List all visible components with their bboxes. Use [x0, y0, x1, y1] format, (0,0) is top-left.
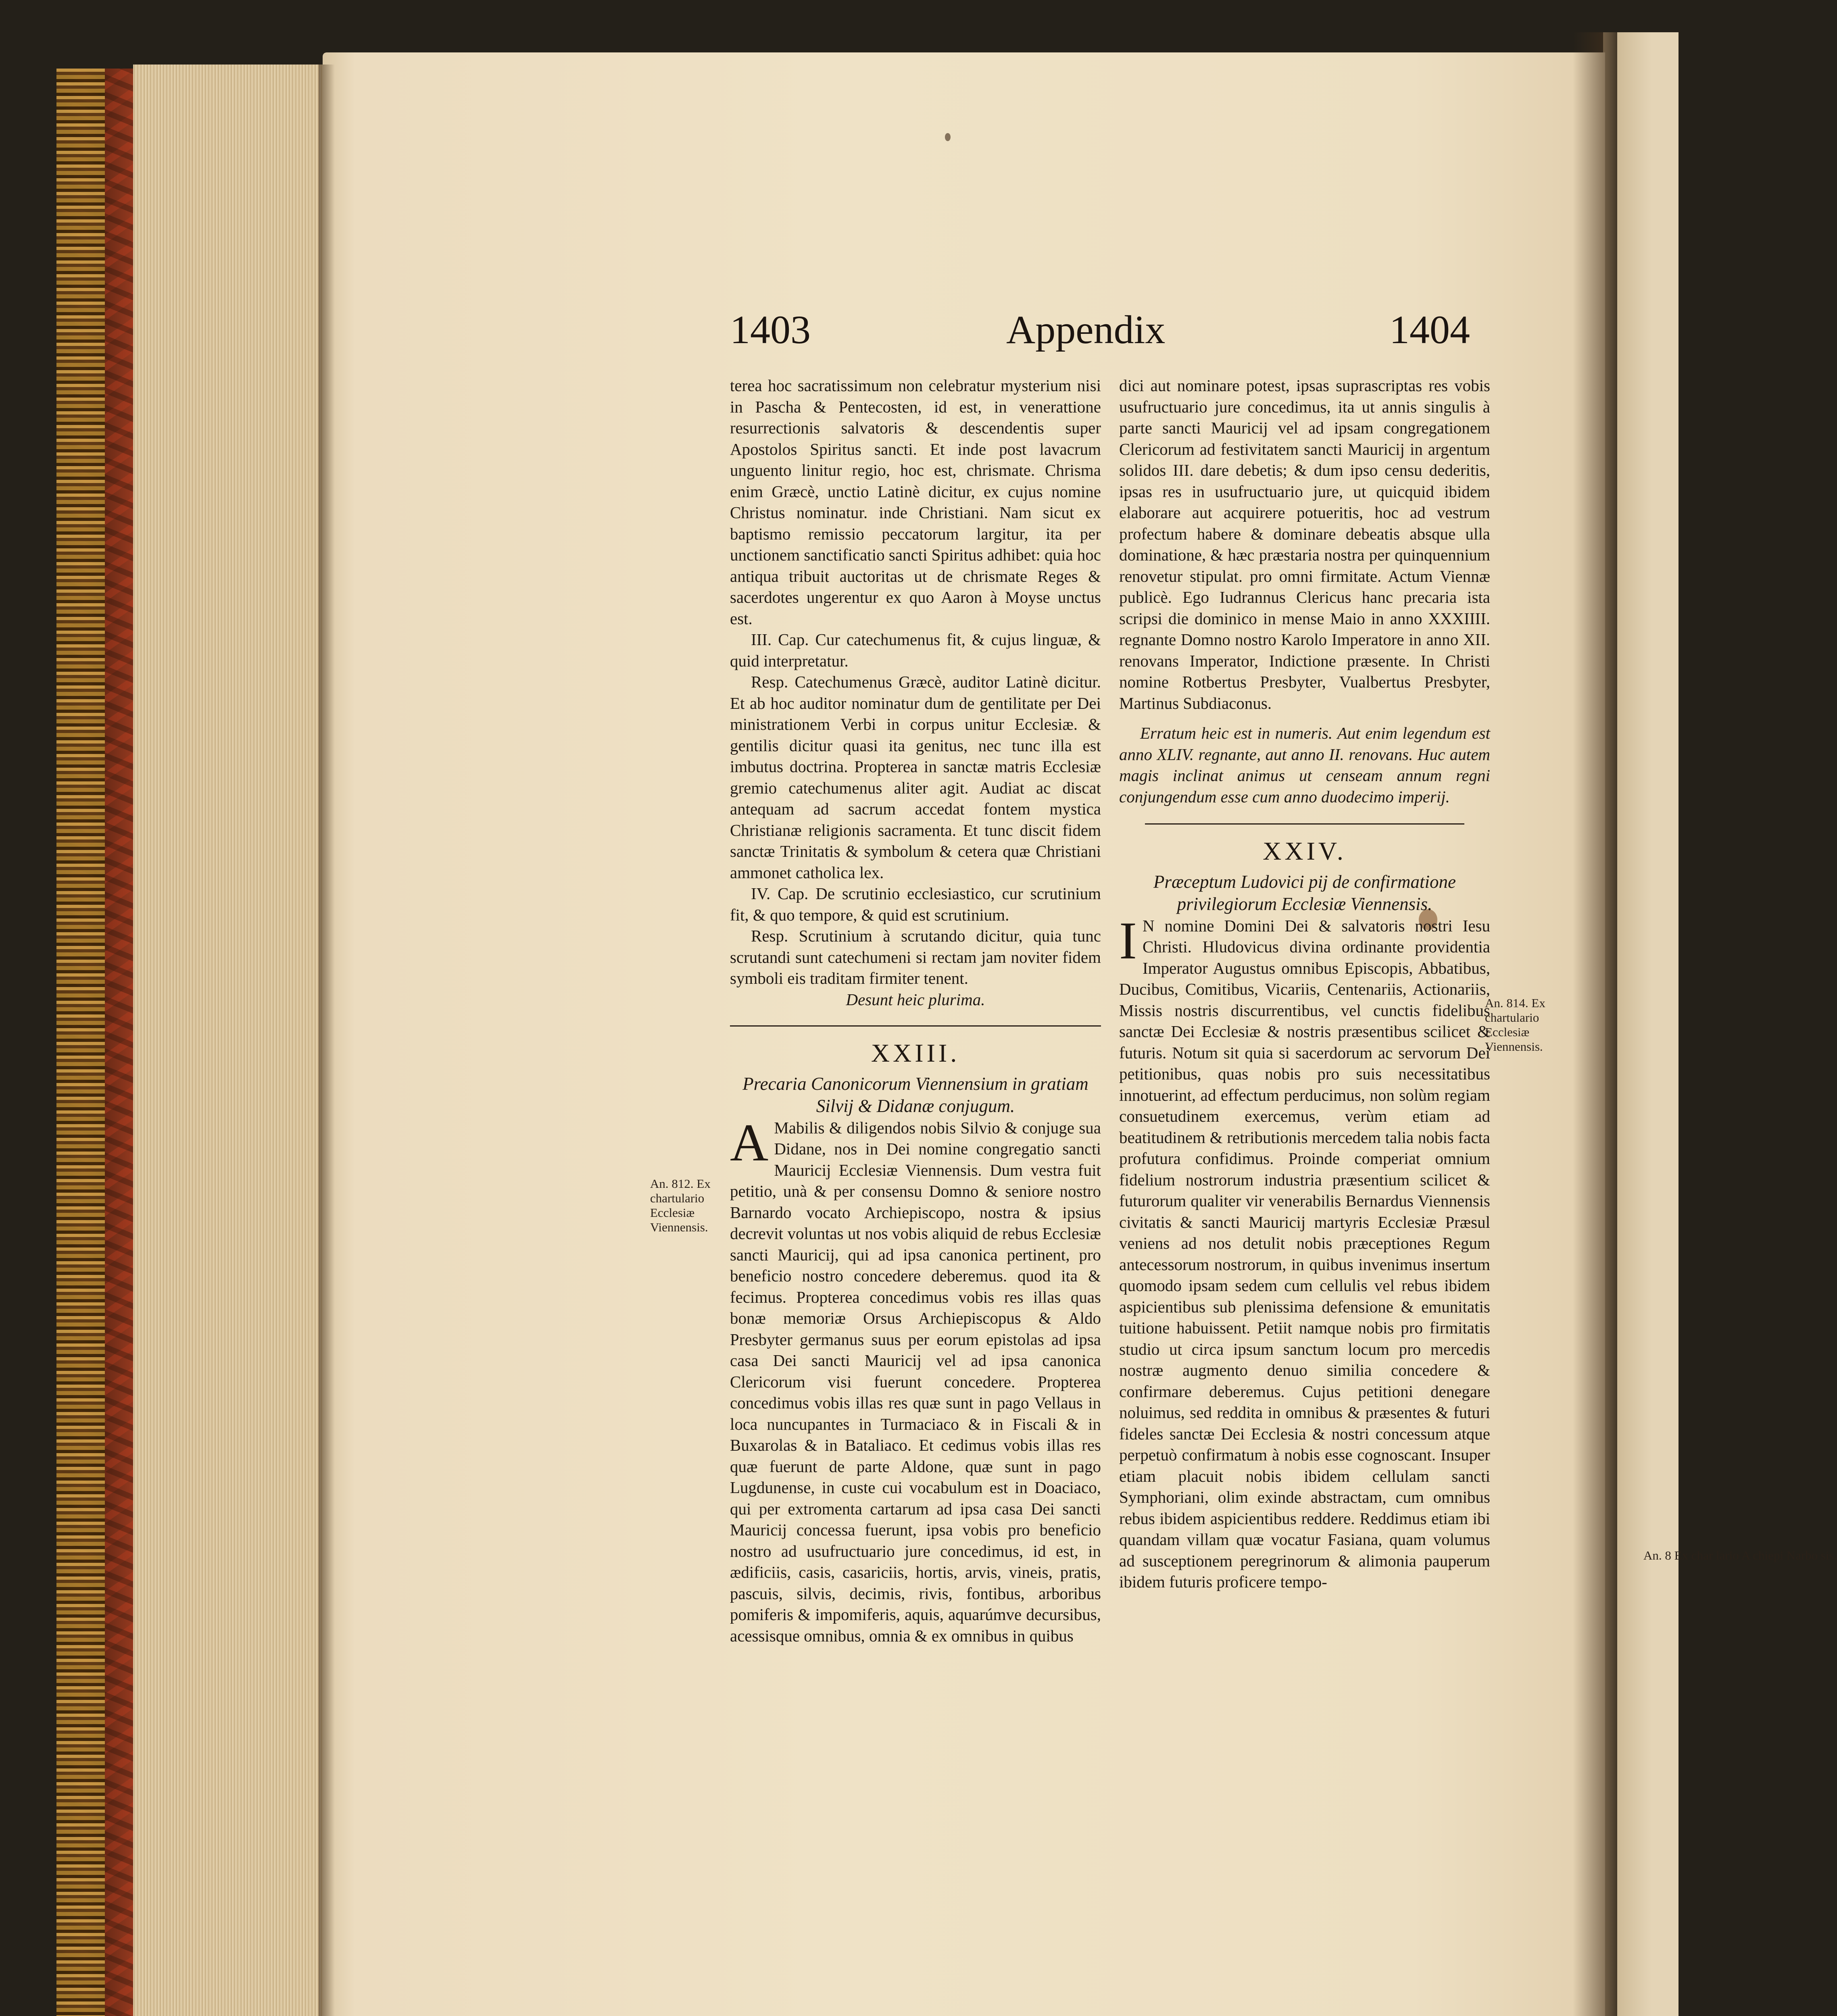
margin-note-right: An. 814. Ex chartulario Ecclesiæ Viennensis.: [1485, 996, 1545, 1054]
erratum-note: Erratum heic est in numeris. Aut enim legendum est anno XLIV. regnante, aut anno II. renovans. Huc autem magis inclinat animus ut censeam annum regni conjungendum esse cum anno duodecimo imperij.: [1119, 724, 1490, 806]
section-title: Precaria Canonicorum Viennensium in gratiam Silvij & Didanæ conjugum.: [742, 1073, 1088, 1116]
divider: [1145, 823, 1464, 825]
paragraph: Resp. Catechumenus Græcè, auditor Latinè dicitur. Et ab hoc auditor nominatur dum de gentilitate per Dei ministrationem Verbi in corpus unitur Ecclesiæ. & gentilis dicitur quasi ita genitus, nec tunc illa est imbutus doctrina. Propterea in sanctæ matris Ecclesiæ gremio catechumenus aliter agit. Audiat ac discat antequam ad sacrum accedat fontem mystica Christianæ religionis sacramenta. Et tunc discit fidem sanctæ Trinitatis & symbolum & cetera quæ Christiani ammonet catholica lex.: [730, 673, 1101, 882]
body-text: N nomine Domini Dei & salvatoris nostri Iesu Christi. Hludovicus divina ordinante providentia Imperator Augustus omnibus Episcopis, Abbatibus, Ducibus, Comitibus, Vicariis, Centenariis, Actionariis, Missis nostris discurrentibus, vel cunctis fidelibus sanctæ Dei Ecclesiæ & nostris præsentibus scilicet & futuris. Notum sit quia si sacerdorum ac servorum Dei petitionibus, quas nobis pro suis necessitatibus innotuerint, ad effectum perducimus, non solùm regiam consuetudinem exercemus, verùm etiam ad beatitudinem & retributionis mercedem talia nobis facta profutura confidimus. Proinde comperiat omnium fidelium nostrorum industria præsentium scilicet & futurorum qualiter vir venerabilis Bernardus Viennensis civitatis & sancti Mauricij martyris Ecclesiæ Præsul veniens ad nos detulit nobis præceptiones Regum antecessorum nostrorum, in quibus invenimus insertum quomodo ipsam sedem cum cellulis vel rebus ibidem aspicientibus sub plenissima defensione & emunitatis tuitione habuissent. Petiit namque nobis pro firmitatis studio ut circa ipsum sanctum locum pro mercedis nostræ augmento denuo similia concedere & confirmare deberemus. Cujus petitioni denegare noluimus, sed reddita in omnibus & præsentes & futuri fideles sanctæ Dei Ecclesia & nostri concessum atque perpetuò confirmatum à nobis esse cognoscant. Insuper etiam placuit nobis ibidem cellulam sancti Symphoriani, olim exinde abstractam, cum omnibus rebus ibidem aspicientibus reddere. Reddimus etiam ibi quandam villam quæ vocatur Fasiana, quam volumus ad susceptionem peregrinorum & alimonia pauperum ibidem futuris proficere tempo-: [1119, 916, 1490, 1591]
note: Desunt heic plurima.: [846, 990, 985, 1009]
running-title: Appendix: [1006, 307, 1166, 352]
margin-note-left: An. 812. Ex chartulario Ecclesiæ Viennensis.: [650, 1177, 711, 1234]
question-heading: IV. Cap. De scrutinio ecclesiastico, cur scrutinium fit, & quo tempore, & quid est scrutinium.: [730, 884, 1101, 924]
page-shadow: [319, 65, 335, 2016]
ink-spot: [945, 133, 951, 141]
drop-cap: I: [1119, 910, 1137, 970]
question-heading: III. Cap. Cur catechumenus fit, & cujus linguæ, & quid interpretatur.: [730, 630, 1101, 670]
paragraph: Resp. Scrutinium à scrutando dicitur, quia tunc scrutandi sunt catechumeni si rectam jam noviter fidem symboli eis traditam firmiter tenent.: [730, 927, 1101, 987]
section-number: XXIII.: [871, 1039, 960, 1067]
page-block-edges: [133, 65, 331, 2016]
left-column: [730, 375, 1101, 1646]
page-number-right: 1404: [1389, 307, 1470, 352]
right-column: [1119, 375, 1490, 1593]
margin-note-facing-page: An. 8 Ex char lario A chiepi Narbo sis.: [1643, 1548, 1837, 1562]
paragraph: dici aut nominare potest, ipsas suprascriptas res vobis usufructuario jure concedimus, ita ut annis singulis à parte sancti Mauricij vel ad ipsam congregationem Clericorum ad festivitatem sancti Mauricij in argentum solidos III. dare debetis; & dum ipso censu dederitis, ipsas res in usufructuario jure, ut quicquid ibidem elaborare aut acquirere potueritis, hoc ad vestrum profectum habere & dominare debeatis absque ulla dominatione, & hæc præstaria nostra per quinquennium renovetur stipulat. pro omni firmitate. Actum Viennæ publicè. Ego Iudrannus Clericus hanc precaria ista scripsi die dominico in mense Maio in anno XXXIIII. regnante Domno nostro Karolo Imperatore in anno XII. renovans Imperator, Indictione præsente. In Christi nomine Rotbertus Presbyter, Vualbertus Presbyter, Martinus Subdiaconus.: [1119, 376, 1490, 712]
section-body: [730, 1112, 1101, 1647]
paragraph: terea hoc sacratissimum non celebratur mysterium nisi in Pascha & Pentecosten, id est, in venerattione resurrectionis salvatoris & descendentis super Apostolos Spiritus sancti. Et inde post lavacrum unguento linitur regio, hoc est, chrismate. Chrisma enim Græcè, unctio Latinè dicitur, ex cujus nomine Christus nominatur. inde Christiani. Nam sicut ex baptismo remissio peccatorum largitur, ita per unctionem sanctificatio sancti Spiritus adhibet: quia hoc antiqua tribuit auctoritas ut de chrismate Reges & sacerdotes ungerentur ex quo Aaron à Moyse unctus est.: [730, 376, 1101, 628]
section-number: XXIV.: [1263, 837, 1347, 865]
section-body: [1119, 910, 1490, 1593]
divider: [730, 1025, 1101, 1027]
drop-cap: A: [730, 1112, 769, 1172]
gilt-decoration: [56, 69, 105, 2016]
gutter-shadow: [1573, 32, 1617, 2016]
section-title: Præceptum Ludovici pij de confirmatione privilegiorum Ecclesiæ Viennensis.: [1153, 871, 1456, 914]
body-text: Mabilis & diligendos nobis Silvio & conjuge sua Didane, nos in Dei nomine congregatio sancti Mauricij Ecclesiæ Viennensis. Dum vestra fuit petitio, unà & per consensu Domno & seniore nostro Barnardo vocato Archiepiscopo, nostra & ipsius decrevit voluntas ut nos vobis aliquid de rebus Ecclesiæ sancti Mauricij, qui ad ipsa canonica pertinent, pro beneficio nostro concedere deberemus. quod ita & fecimus. Propterea concedimus vobis res illas quas bonæ memoriæ Orsus Archiepiscopus & Aldo Presbyter germanus suus per eorum epistolas ad ipsa casa Dei sancti Mauricij vel ad ipsa canonica Clericorum visi fuerunt concedere. Propterea concedimus vobis illas res quæ sunt in pago Vellaus in loca nuncupantes in Turmaciaco & in Fiscali & in Buxarolas & in Bataliaco. Et cedimus vobis illas res quæ fuerunt de parte Aldone, quæ sunt in pago Lugdunense, in custe cui vocabulum est in Doaciaco, qui per extromenta cartarum ad ipsa casa Dei sancti Mauricij concessa fuerunt, ipsa vobis pro beneficio nostro ad usufructuario jure concedimus, id est, in ædificiis, casis, casariciis, hortis, arvis, vineis, pratis, pascuis, silvis, decimis, rivis, fontibus, arboribus pomiferis & impomiferis, aquis, aquarúmve decursibus, acessisque omnibus, omnia & ex omnibus in quibus: [730, 1118, 1101, 1645]
page-number-left: 1403: [730, 307, 811, 352]
